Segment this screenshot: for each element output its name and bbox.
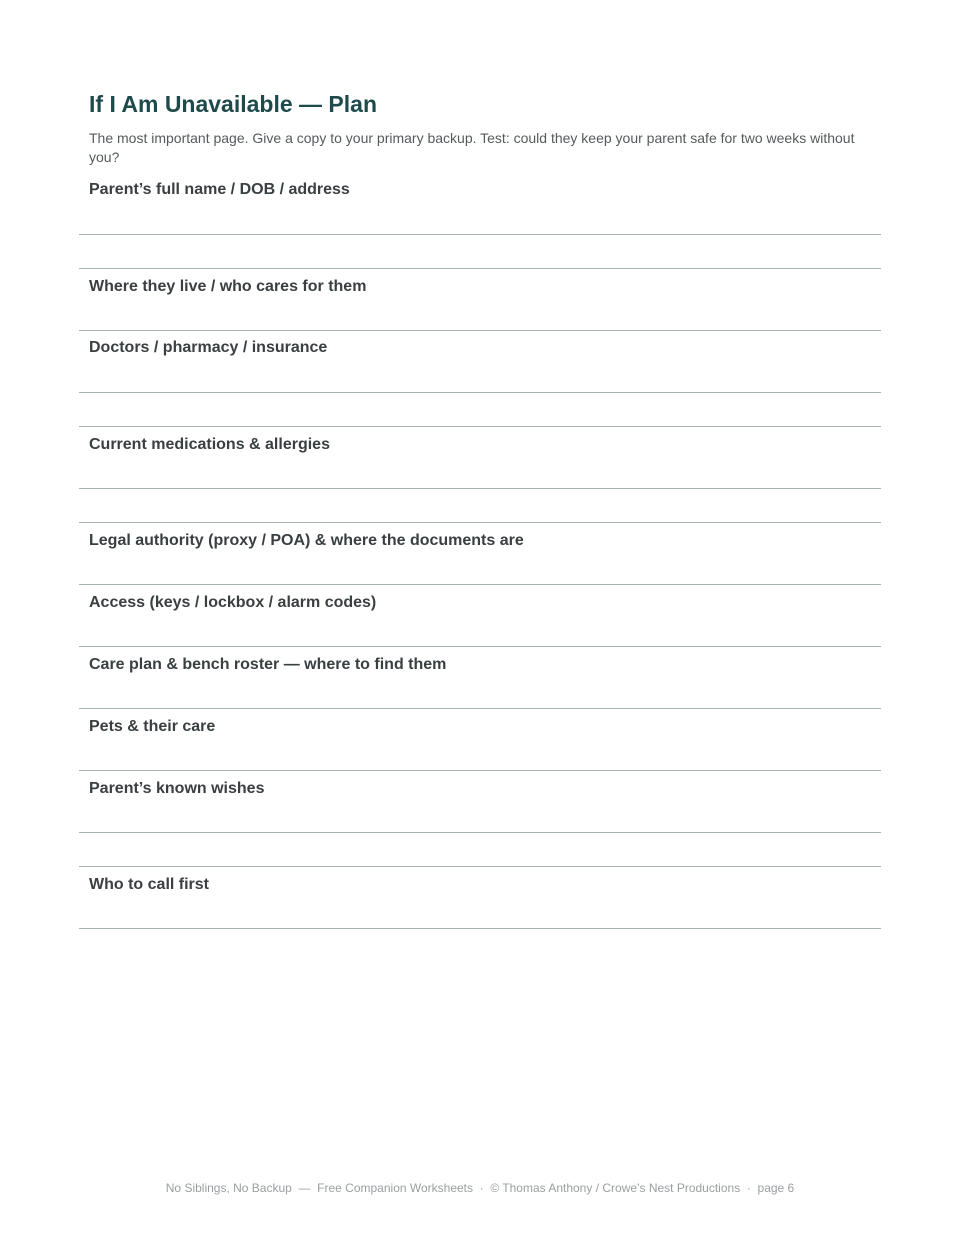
writing-line[interactable]: [79, 488, 881, 489]
writing-line[interactable]: [79, 708, 881, 709]
field-label-parent-name: Parent’s full name / DOB / address: [89, 181, 350, 198]
writing-line[interactable]: [79, 770, 881, 771]
field-label-who-to-call: Who to call first: [89, 876, 209, 893]
writing-line[interactable]: [79, 426, 881, 427]
writing-line[interactable]: [79, 268, 881, 269]
writing-line[interactable]: [79, 584, 881, 585]
field-label-access: Access (keys / lockbox / alarm codes): [89, 594, 377, 611]
writing-line[interactable]: [79, 646, 881, 647]
page-title: If I Am Unavailable — Plan: [89, 91, 378, 117]
field-label-doctors: Doctors / pharmacy / insurance: [89, 339, 328, 356]
writing-line[interactable]: [79, 234, 881, 235]
writing-line[interactable]: [79, 866, 881, 867]
field-label-where-they-live: Where they live / who cares for them: [89, 278, 367, 295]
field-label-pets: Pets & their care: [89, 718, 216, 735]
writing-line[interactable]: [79, 928, 881, 929]
writing-line[interactable]: [79, 832, 881, 833]
field-label-known-wishes: Parent’s known wishes: [89, 780, 265, 797]
field-label-legal-authority: Legal authority (proxy / POA) & where the documents are: [89, 532, 524, 549]
field-label-care-plan: Care plan & bench roster — where to find them: [89, 656, 447, 673]
field-label-medications: Current medications & allergies: [89, 436, 330, 453]
intro-text: The most important page. Give a copy to your primary backup. Test: could they keep your parent safe for two weeks without you?: [89, 130, 855, 165]
writing-line[interactable]: [79, 522, 881, 523]
writing-line[interactable]: [79, 392, 881, 393]
page-footer: No Siblings, No Backup — Free Companion Worksheets · © Thomas Anthony / Crowe’s Nest Productions · page 6: [165, 1181, 795, 1195]
writing-line[interactable]: [79, 330, 881, 331]
